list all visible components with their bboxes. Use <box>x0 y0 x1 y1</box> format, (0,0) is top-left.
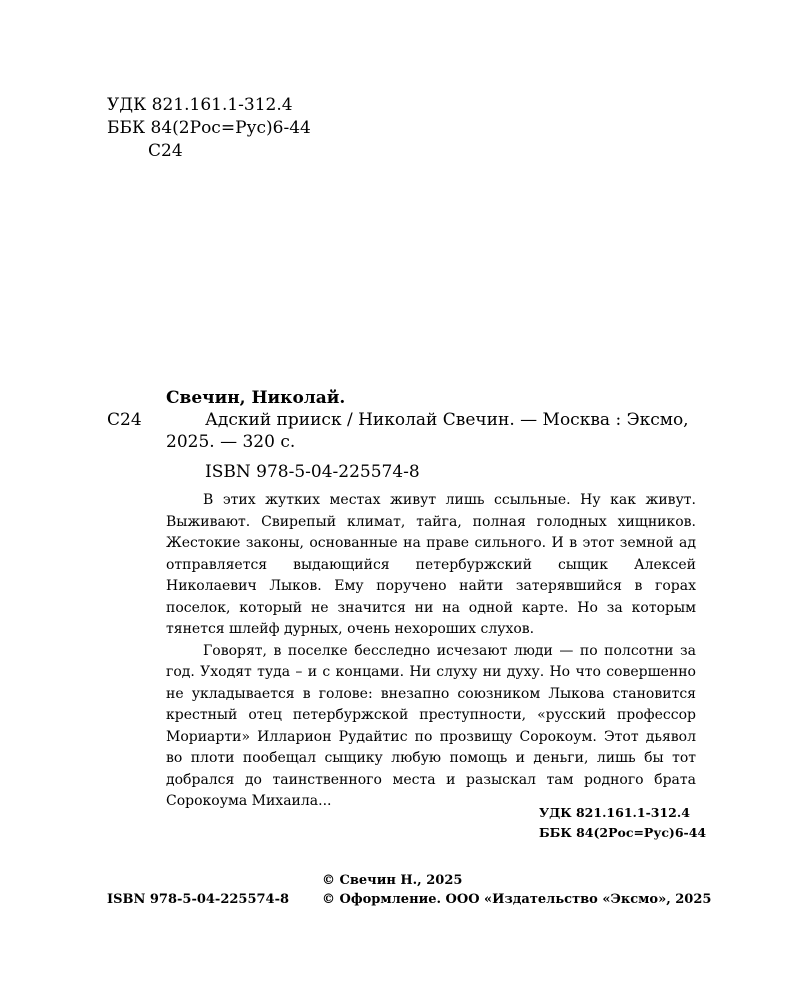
author-name: Свечин, Николай. <box>166 388 346 408</box>
isbn: ISBN 978-5-04-225574-8 <box>205 462 420 482</box>
footer-bbk-code: ББК 84(2Рос=Рус)6-44 <box>539 825 707 840</box>
copyright-design: © Оформление. ООО «Издательство «Эксмо», 2025 <box>322 892 712 907</box>
udk-code: УДК 821.161.1-312.4 <box>107 95 293 115</box>
author-mark: С24 <box>148 141 183 161</box>
footer-udk-code: УДК 821.161.1-312.4 <box>539 805 690 820</box>
side-author-mark: С24 <box>107 410 142 430</box>
bibliographic-description-cont: 2025. — 320 с. <box>166 432 296 452</box>
annotation-paragraph: В этих жутких местах живут лишь ссыльные. Ну как живут. Выживают. Свирепый климат, тайга, полная голодных хищников. Жестокие законы, основанные на праве сильного. И в этот земной ад отправляется выдающийся петербуржский сыщик Алексей Николаевич Лыков. Ему поручено найти затерявшийся в горах поселок, который не значится ни на одной карте. Но за которым тянется шлейф дурных, очень нехороших слухов. <box>166 492 696 637</box>
annotation <box>166 490 696 813</box>
annotation-paragraph: Говорят, в поселке бесследно исчезают люди — по полсотни за год. Уходят туда – и с концами. Ни слуху ни духу. Но что совершенно не укладывается в голове: внезапно союзником Лыкова становится крестный отец петербуржской преступности, «русский профессор Мориарти» Илларион Рудайтис по прозвищу Сорокоум. Этот дьявол во плоти пообещал сыщику любую помощь и деньги, лишь бы тот добрался до таинственного места и разыскал там родного брата Сорокоума Михаила... <box>166 642 696 809</box>
bibliographic-description: Адский прииск / Николай Свечин. — Москва : Эксмо, <box>205 410 689 430</box>
copyright-author: © Свечин Н., 2025 <box>322 873 463 888</box>
footer-isbn: ISBN 978-5-04-225574-8 <box>107 892 290 907</box>
bbk-code: ББК 84(2Рос=Рус)6-44 <box>107 118 311 138</box>
